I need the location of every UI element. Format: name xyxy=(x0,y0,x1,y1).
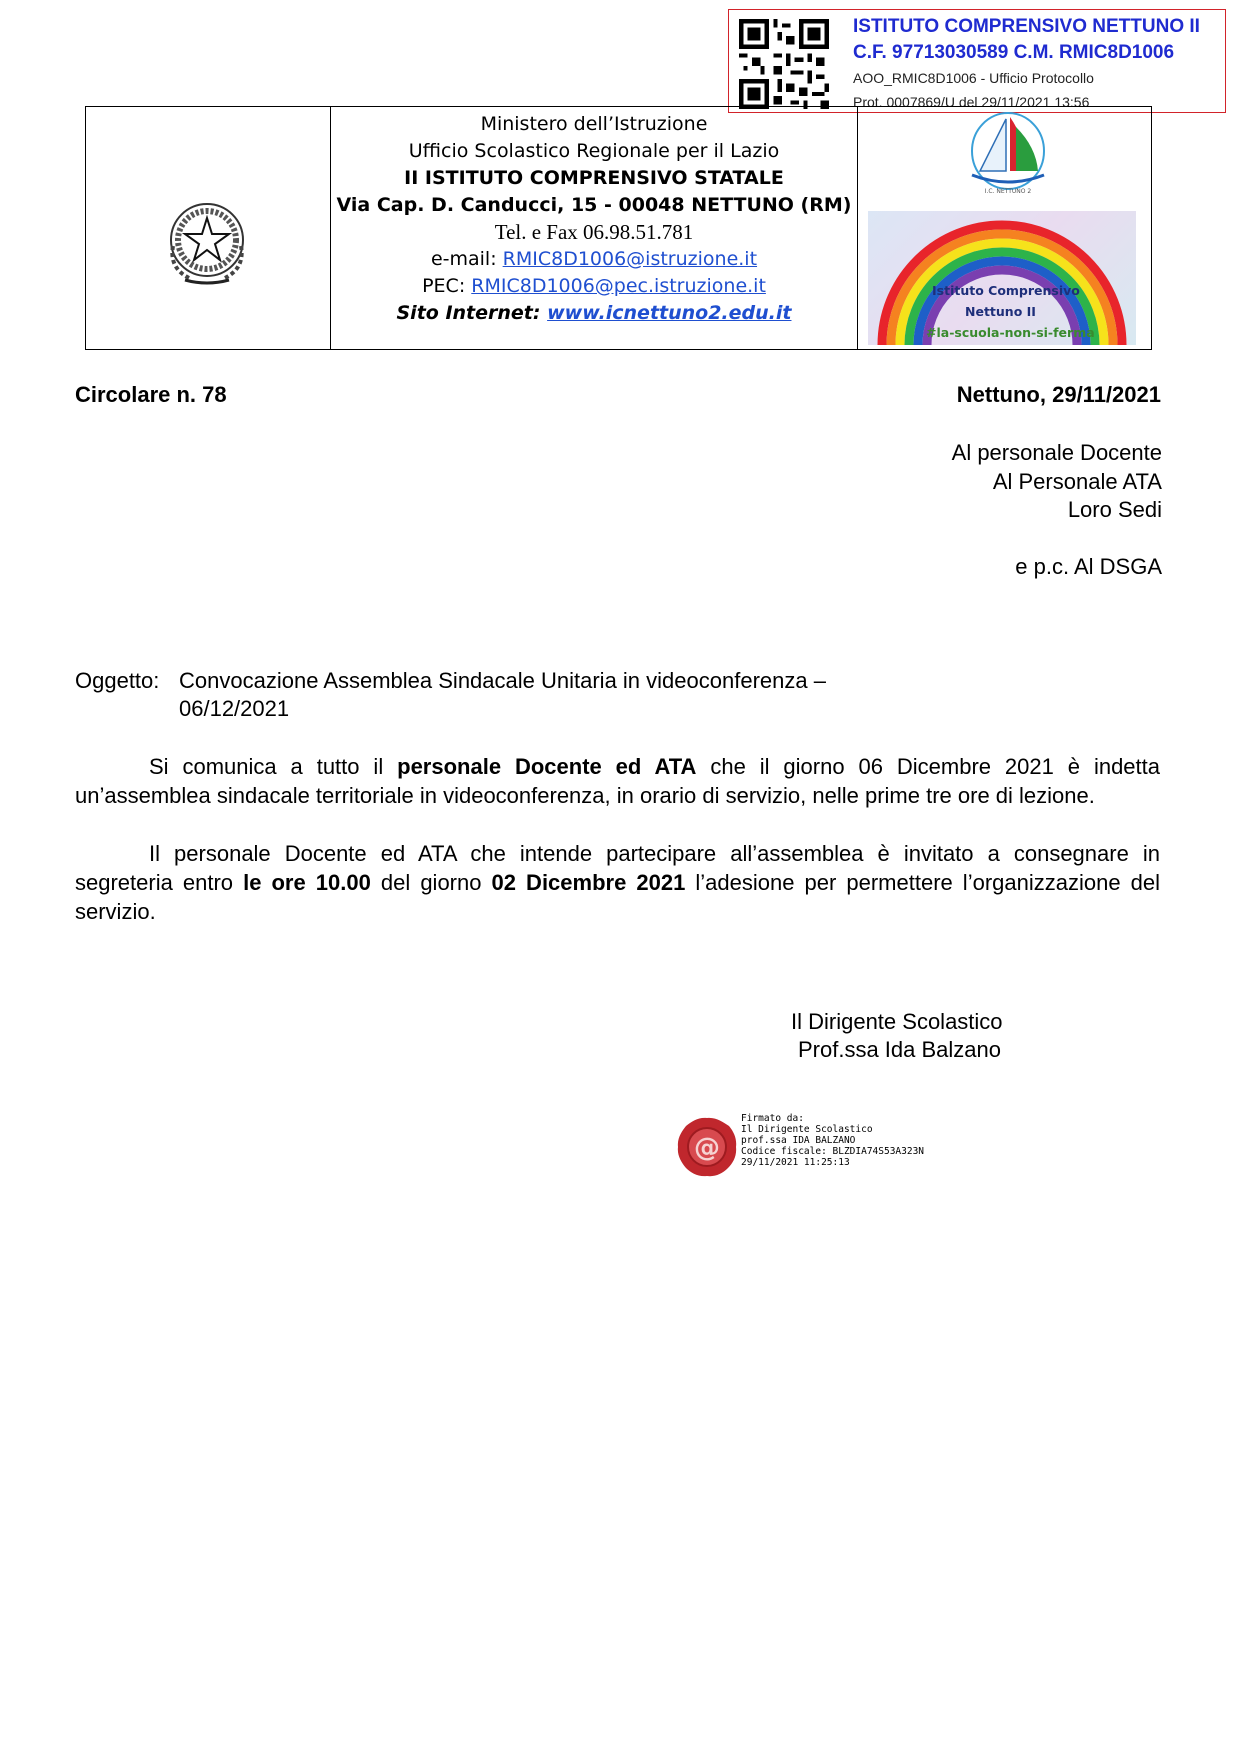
qr-code-icon xyxy=(739,19,829,109)
pec-link[interactable]: RMIC8D1006@pec.istruzione.it xyxy=(471,275,766,297)
signer-role: Il Dirigente Scolastico xyxy=(791,1009,1003,1034)
pec-label: PEC: xyxy=(422,275,472,297)
website-link[interactable]: www.icnettuno2.edu.it xyxy=(547,302,792,324)
website-label: Sito Internet: xyxy=(396,302,548,324)
school-info-cell xyxy=(331,107,858,349)
place-date: Nettuno, 29/11/2021 xyxy=(956,382,1161,407)
rainbow-banner xyxy=(868,211,1136,345)
svg-text:@: @ xyxy=(694,1133,720,1163)
subject-line-1: Convocazione Assemblea Sindacale Unitaria in videoconferenza – xyxy=(179,668,826,693)
digital-signature-details: Firmato da: Il Dirigente Scolastico prof.ssa IDA BALZANO Codice fiscale: BLZDIA74S53A323N 29/11/2021 11:25:13 xyxy=(741,1113,925,1168)
email-row xyxy=(331,246,857,273)
subject-label: Oggetto: xyxy=(75,668,160,693)
website-row xyxy=(331,300,857,327)
stamp-office: AOO_RMIC8D1006 - Ufficio Protocollo xyxy=(853,70,1094,86)
recipient-teachers: Al personale Docente xyxy=(951,440,1162,465)
stamp-institute-name: ISTITUTO COMPRENSIVO NETTUNO II xyxy=(853,16,1200,37)
school-address: Via Cap. D. Canducci, 15 - 00048 NETTUNO (RM) xyxy=(336,194,852,216)
letterhead xyxy=(85,106,1152,350)
protocol-stamp xyxy=(728,9,1226,113)
stamp-codes: C.F. 97713030589 C.M. RMIC8D1006 xyxy=(853,42,1175,63)
regional-office: Ufficio Scolastico Regionale per il Lazio xyxy=(408,140,780,162)
school-logo-cell xyxy=(858,107,1151,349)
subject-line-2: 06/12/2021 xyxy=(179,696,290,721)
body-paragraph-2: Il personale Docente ed ATA che intende partecipare all’assemblea è invitato a consegnare in segreteria entro le ore 10.00 del giorno 02 Dicembre 2021 l’adesione per permettere l’organizzazione del servizio. xyxy=(75,841,1160,924)
email-link[interactable]: RMIC8D1006@istruzione.it xyxy=(502,248,758,270)
sail-logo-caption: I.C. NETTUNO 2 xyxy=(984,188,1032,195)
pec-row xyxy=(331,273,857,300)
italian-republic-emblem-icon xyxy=(159,198,255,288)
email-label: e-mail: xyxy=(430,248,503,270)
recipient-cc: e p.c. Al DSGA xyxy=(1015,554,1162,579)
body-paragraph-1: Si comunica a tutto il personale Docente ed ATA che il giorno 06 Dicembre 2021 è indetta un’assemblea sindacale territoriale in videoconferenza, in orario di servizio, nelle prime tre ore di lezione. xyxy=(75,754,1160,808)
emblem-cell xyxy=(86,107,331,349)
rainbow-line-1: Istituto Comprensivo xyxy=(932,283,1080,298)
circular-number: Circolare n. 78 xyxy=(75,382,227,407)
wax-seal-icon xyxy=(676,1116,738,1178)
recipient-offices: Loro Sedi xyxy=(1067,497,1162,522)
ministry-name: Ministero dell’Istruzione xyxy=(480,113,708,135)
rainbow-line-2: Nettuno II xyxy=(965,304,1036,319)
signer-name: Prof.ssa Ida Balzano xyxy=(798,1037,1002,1062)
stamp-protocol-number: Prot. 0007869/U del 29/11/2021 13:56 xyxy=(853,94,1090,110)
recipient-ata: Al Personale ATA xyxy=(992,469,1162,494)
school-name: II ISTITUTO COMPRENSIVO STATALE xyxy=(404,167,784,189)
sailboat-logo-icon xyxy=(958,109,1058,199)
school-phone: Tel. e Fax 06.98.51.781 xyxy=(494,220,694,244)
rainbow-line-3: #la-scuola-non-si-ferma xyxy=(926,325,1095,340)
